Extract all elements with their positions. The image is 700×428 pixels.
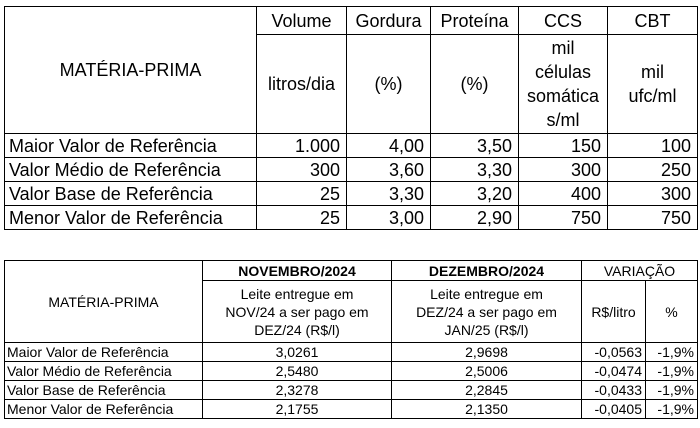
volume-cell: 1.000 xyxy=(257,134,347,158)
variation-percent-cell: -1,9% xyxy=(646,381,698,400)
table-row xyxy=(5,381,698,400)
volume-unit: litros/dia xyxy=(257,35,347,134)
variation-percent-cell: -1,9% xyxy=(646,400,698,419)
cbt-cell: 100 xyxy=(608,134,698,158)
row-label: Menor Valor de Referência xyxy=(5,206,257,230)
december-description: Leite entregue em DEZ/24 a ser pago em JAN/25 (R$/l) xyxy=(392,281,582,343)
volume-header: Volume xyxy=(257,7,347,35)
december-price-cell: 2,1350 xyxy=(392,400,582,419)
row-label: Menor Valor de Referência xyxy=(5,400,203,419)
protein-unit: (%) xyxy=(431,35,519,134)
row-label: Valor Base de Referência xyxy=(5,182,257,206)
volume-cell: 25 xyxy=(257,206,347,230)
fat-unit: (%) xyxy=(347,35,431,134)
ccs-cell: 300 xyxy=(519,158,608,182)
december-price-cell: 2,5006 xyxy=(392,362,582,381)
table-row xyxy=(5,134,698,158)
table-row xyxy=(5,182,698,206)
december-price-cell: 2,9698 xyxy=(392,343,582,362)
cbt-unit: mil ufc/ml xyxy=(608,35,698,134)
protein-cell: 3,20 xyxy=(431,182,519,206)
november-price-cell: 2,1755 xyxy=(203,400,392,419)
november-description: Leite entregue em NOV/24 a ser pago em DEZ/24 (R$/l) xyxy=(203,281,392,343)
november-header: NOVEMBRO/2024 xyxy=(203,261,392,281)
cbt-cell: 750 xyxy=(608,206,698,230)
protein-cell: 3,50 xyxy=(431,134,519,158)
price-variation-table xyxy=(4,260,698,419)
december-price-cell: 2,2845 xyxy=(392,381,582,400)
fat-cell: 3,00 xyxy=(347,206,431,230)
cbt-cell: 300 xyxy=(608,182,698,206)
row-label: Maior Valor de Referência xyxy=(5,343,203,362)
variation-value-cell: -0,0405 xyxy=(582,400,646,419)
fat-cell: 3,60 xyxy=(347,158,431,182)
table-row xyxy=(5,343,698,362)
table-row xyxy=(5,400,698,419)
variation-value-cell: -0,0474 xyxy=(582,362,646,381)
row-label: Valor Base de Referência xyxy=(5,381,203,400)
variation-unit-header: R$/litro xyxy=(582,281,646,343)
ccs-cell: 750 xyxy=(519,206,608,230)
protein-header: Proteína xyxy=(431,7,519,35)
variation-percent-header: % xyxy=(646,281,698,343)
row-label: Valor Médio de Referência xyxy=(5,158,257,182)
december-header: DEZEMBRO/2024 xyxy=(392,261,582,281)
table-row xyxy=(5,362,698,381)
raw-material-header: MATÉRIA-PRIMA xyxy=(5,7,257,134)
protein-cell: 2,90 xyxy=(431,206,519,230)
protein-cell: 3,30 xyxy=(431,158,519,182)
fat-header: Gordura xyxy=(347,7,431,35)
raw-material-header: MATÉRIA-PRIMA xyxy=(5,261,203,343)
ccs-cell: 150 xyxy=(519,134,608,158)
variation-value-cell: -0,0433 xyxy=(582,381,646,400)
table-row xyxy=(5,158,698,182)
variation-percent-cell: -1,9% xyxy=(646,362,698,381)
fat-cell: 4,00 xyxy=(347,134,431,158)
variation-header: VARIAÇÃO xyxy=(582,261,698,281)
volume-cell: 300 xyxy=(257,158,347,182)
fat-cell: 3,30 xyxy=(347,182,431,206)
volume-cell: 25 xyxy=(257,182,347,206)
november-price-cell: 2,5480 xyxy=(203,362,392,381)
ccs-unit: mil células somática s/ml xyxy=(519,35,608,134)
cbt-cell: 250 xyxy=(608,158,698,182)
november-price-cell: 3,0261 xyxy=(203,343,392,362)
reference-values-table xyxy=(4,6,698,230)
ccs-header: CCS xyxy=(519,7,608,35)
variation-percent-cell: -1,9% xyxy=(646,343,698,362)
cbt-header: CBT xyxy=(608,7,698,35)
variation-value-cell: -0,0563 xyxy=(582,343,646,362)
row-label: Maior Valor de Referência xyxy=(5,134,257,158)
table-row xyxy=(5,206,698,230)
ccs-cell: 400 xyxy=(519,182,608,206)
november-price-cell: 2,3278 xyxy=(203,381,392,400)
row-label: Valor Médio de Referência xyxy=(5,362,203,381)
